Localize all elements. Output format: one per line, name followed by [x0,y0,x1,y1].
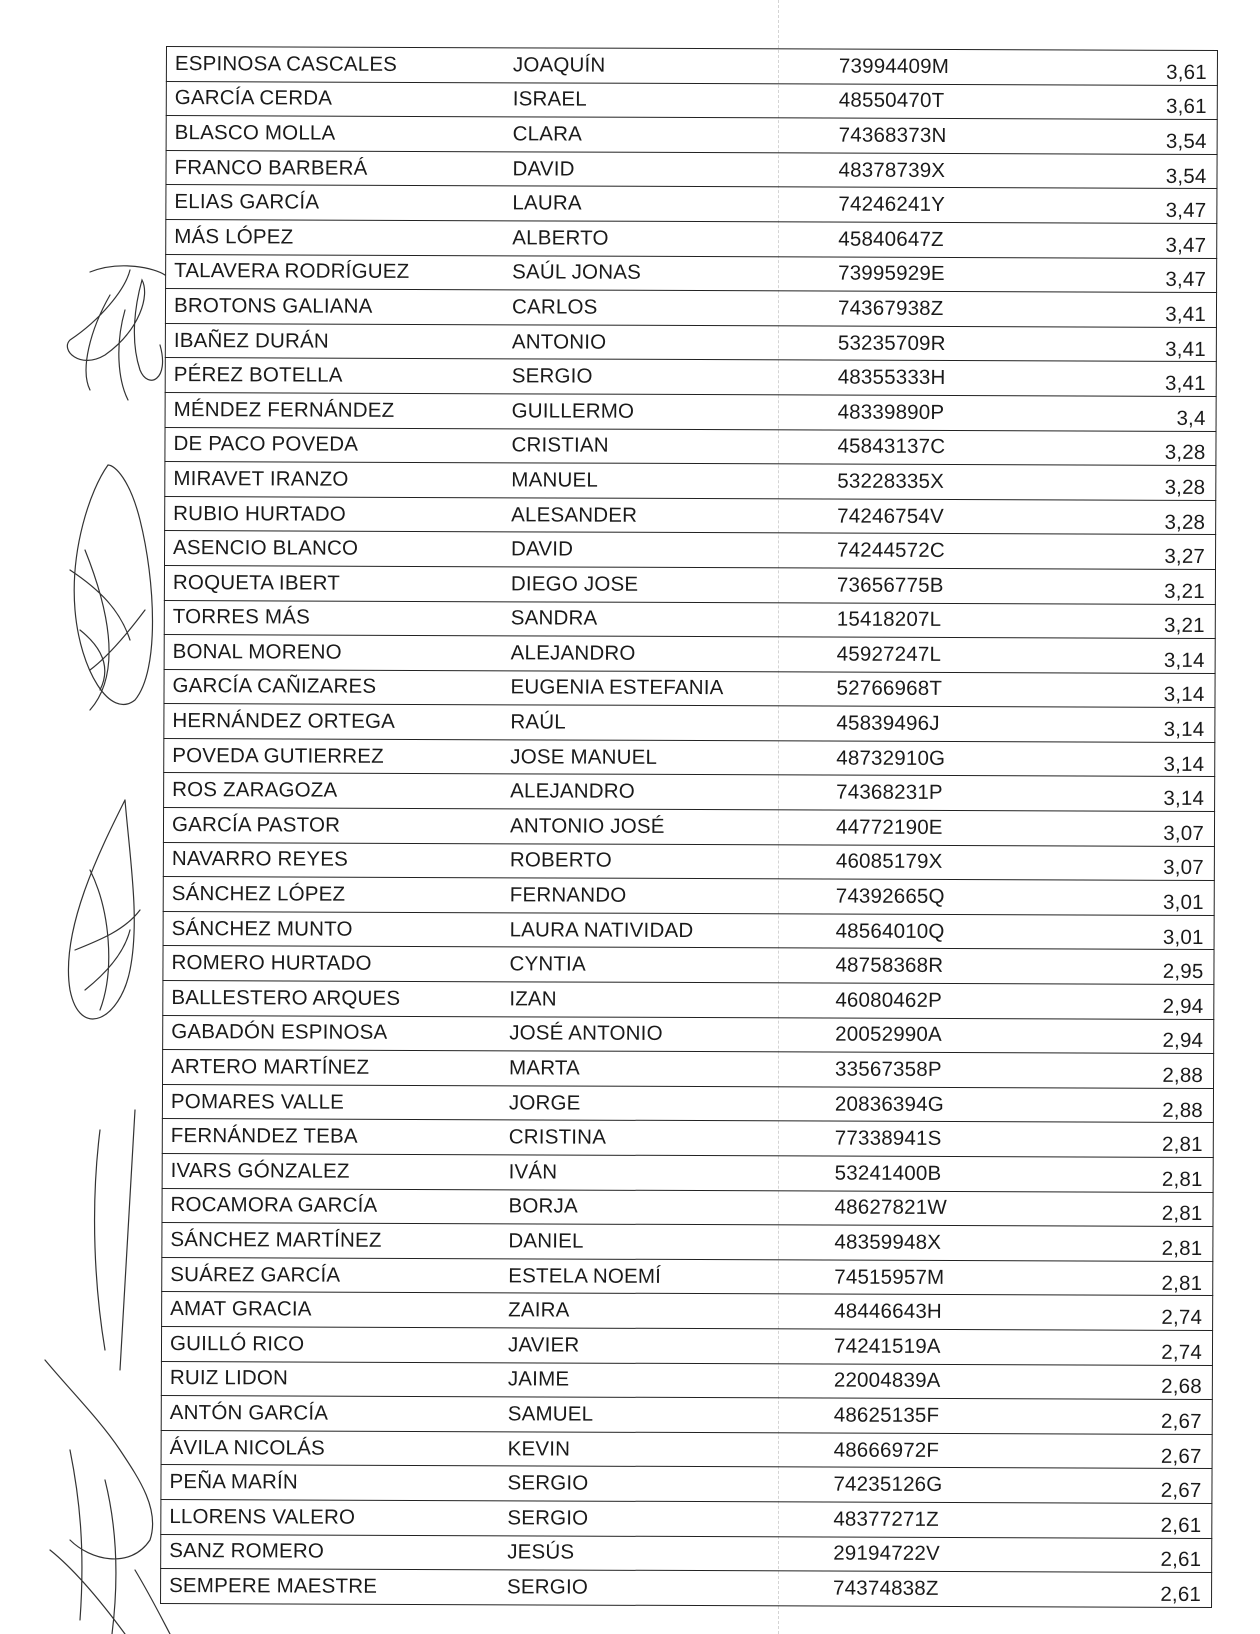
table-row [163,773,1215,812]
score-cell: 3,54 [1165,164,1207,188]
id-cell: 74368373N [838,123,947,147]
score-cell: 2,61 [1160,1548,1202,1572]
name-cell: ROBERTO [509,848,612,873]
score-cell: 3,01 [1162,925,1204,949]
score-cell: 2,88 [1162,1063,1204,1088]
table-row [161,1396,1213,1435]
name-cell: DANIEL [508,1229,584,1253]
name-cell: SAÚL JONAS [512,260,642,285]
table-row [164,428,1216,467]
score-cell: 2,74 [1161,1340,1203,1364]
id-cell: 53228335X [837,469,945,493]
name-cell: SANDRA [510,606,598,630]
surname-cell: MIRAVET IRANZO [173,466,349,491]
table-row [163,704,1215,743]
signature-stroke [45,1110,170,1634]
score-cell: 2,61 [1160,1582,1202,1606]
name-cell: FERNANDO [509,883,627,907]
score-cell: 2,67 [1160,1478,1202,1503]
table-row [164,462,1216,501]
score-cell: 3,28 [1164,475,1206,499]
score-cell: 3,21 [1164,579,1205,603]
score-cell: 3,41 [1165,302,1207,326]
surname-cell: ÁVILA NICOLÁS [169,1435,325,1460]
id-cell: 48732910G [836,746,946,770]
id-cell: 45839496J [836,711,940,736]
score-cell: 2,81 [1161,1271,1203,1295]
table-row [164,635,1216,674]
name-cell: BORJA [508,1194,578,1218]
id-cell: 48564010Q [835,919,945,943]
name-cell: ESTELA NOEMÍ [508,1263,662,1288]
id-cell: 45840647Z [838,227,944,251]
name-cell: ISRAEL [512,87,587,112]
name-cell: ALEJANDRO [510,641,636,665]
table-row [165,255,1217,294]
score-cell: 3,41 [1164,371,1206,396]
name-cell: GUILLERMO [511,399,635,423]
table-row [161,1292,1213,1331]
id-cell: 48355333H [837,365,946,390]
surname-cell: SÁNCHEZ LÓPEZ [171,882,346,906]
name-cell: LAURA NATIVIDAD [509,917,694,942]
id-cell: 48446643H [834,1299,943,1324]
score-cell: 3,07 [1163,856,1204,880]
score-cell: 3,01 [1162,890,1204,915]
score-cell: 3,61 [1166,95,1207,119]
table-row [165,289,1217,328]
table-row [162,946,1214,985]
surname-cell: ELIAS GARCÍA [174,190,320,214]
score-cell: 3,14 [1163,683,1205,707]
id-cell: 74374838Z [833,1576,939,1600]
table-row [164,531,1216,570]
id-cell: 46085179X [835,850,943,874]
table-row [164,600,1216,639]
surname-cell: PÉREZ BOTELLA [173,363,343,387]
surname-cell: IBAÑEZ DURÁN [173,328,329,353]
id-cell: 74235126G [833,1472,943,1497]
table-row [165,220,1217,259]
name-cell: JOSE MANUEL [510,744,658,769]
surname-cell: RUBIO HURTADO [173,501,346,526]
score-cell: 3,14 [1163,648,1205,672]
score-cell: 3,14 [1163,787,1205,811]
score-cell: 3,14 [1163,752,1205,776]
score-cell: 3,54 [1165,129,1207,153]
surname-cell: GARCÍA CERDA [174,86,333,111]
id-cell: 33567358P [835,1057,942,1082]
id-cell: 45843137C [837,434,946,459]
table-row [166,82,1218,121]
surname-cell: TORRES MÁS [172,605,311,629]
surname-cell: ROS ZARAGOZA [172,778,338,802]
name-cell: KEVIN [507,1436,571,1461]
name-cell: DIEGO JOSE [510,572,639,596]
surname-cell: BALLESTERO ARQUES [171,985,401,1010]
score-cell: 2,88 [1162,1098,1203,1122]
surname-cell: BLASCO MOLLA [174,121,336,145]
name-cell: CARLOS [511,295,598,319]
surname-cell: ARTERO MARTÍNEZ [171,1055,370,1079]
name-cell: JORGE [508,1090,581,1115]
name-cell: JAIME [507,1367,570,1391]
name-cell: ALBERTO [512,226,609,250]
id-cell: 77338941S [834,1126,942,1151]
score-cell: 3,41 [1165,337,1206,361]
id-cell: 48627821W [834,1195,947,1220]
id-cell: 45927247L [836,642,942,666]
score-cell: 3,07 [1163,821,1205,845]
name-cell: ZAIRA [508,1298,570,1322]
table-row [163,739,1215,778]
id-cell: 20052990A [835,1022,942,1047]
score-cell: 3,4 [1176,406,1206,430]
name-cell: ALEJANDRO [510,779,636,804]
table-row [166,116,1218,155]
name-cell: DAVID [512,156,575,181]
table-row [166,47,1218,86]
surname-cell: BROTONS GALIANA [173,293,373,318]
table-row [163,843,1215,882]
name-cell: MARTA [509,1056,580,1080]
surname-cell: RUIZ LIDON [169,1366,289,1390]
surname-cell: SUÁREZ GARCÍA [170,1262,341,1287]
table-row [165,151,1217,190]
id-cell: 29194722V [833,1541,940,1566]
id-cell: 44772190E [835,815,943,839]
name-cell: MANUEL [511,468,599,492]
table-row [162,981,1214,1020]
table-row [163,670,1215,709]
surname-cell: PEÑA MARÍN [169,1470,298,1494]
id-cell: 48359948X [834,1230,942,1254]
table-row [162,1119,1214,1158]
id-cell: 53241400B [834,1161,942,1185]
surname-cell: ROMERO HURTADO [171,951,372,976]
table-row [165,358,1217,397]
name-cell: CYNTIA [509,952,586,976]
signature-stroke [67,266,165,400]
table-row [161,1362,1213,1401]
surname-cell: BONAL MORENO [172,639,342,664]
name-cell: JOAQUÍN [512,53,606,77]
table-row [165,185,1217,224]
id-cell: 48758368R [835,953,944,978]
surname-cell: LLORENS VALERO [169,1504,356,1529]
id-cell: 53235709R [837,331,946,355]
name-cell: SERGIO [507,1471,589,1495]
table-row [162,1085,1214,1124]
id-cell: 48377271Z [833,1507,939,1531]
surname-cell: ESPINOSA CASCALES [174,51,398,76]
surname-cell: NAVARRO REYES [171,847,349,872]
score-cell: 2,68 [1161,1375,1202,1399]
surname-cell: MÁS LÓPEZ [174,224,294,249]
handwritten-signatures [30,250,180,1634]
id-cell: 74246241Y [838,192,946,217]
table-row [161,1223,1213,1262]
surname-cell: ANTÓN GARCÍA [169,1400,329,1425]
id-cell: 74515957M [834,1265,945,1289]
id-cell: 74392665Q [835,884,945,909]
surname-cell: ROQUETA IBERT [172,570,340,595]
surname-cell: SÁNCHEZ MUNTO [171,916,353,941]
name-cell: SERGIO [511,364,593,388]
surname-cell: DE PACO POVEDA [173,432,359,457]
signature-stroke [70,465,153,710]
surname-cell: HERNÁNDEZ ORTEGA [172,709,396,733]
name-cell: RAÚL [510,710,566,734]
id-cell: 73994409M [838,54,950,78]
score-cell: 2,81 [1161,1167,1203,1191]
id-cell: 74368231P [836,780,943,805]
table-row [163,912,1215,951]
scores-table [160,46,1218,1608]
surname-cell: TALAVERA RODRÍGUEZ [174,259,410,284]
score-cell: 3,28 [1164,510,1206,534]
surname-cell: FRANCO BARBERÁ [174,155,368,180]
table-row [161,1431,1213,1470]
id-cell: 22004839A [833,1368,941,1393]
id-cell: 74244572C [837,538,945,563]
score-cell: 2,81 [1162,1133,1203,1157]
name-cell: ANTONIO JOSÉ [509,814,665,838]
id-cell: 74241519A [833,1334,941,1358]
score-cell: 2,81 [1161,1236,1203,1260]
score-cell: 2,94 [1162,994,1204,1018]
surname-cell: FERNÁNDEZ TEBA [170,1124,358,1148]
surname-cell: IVARS GÓNZALEZ [170,1158,350,1183]
surname-cell: SEMPERE MAESTRE [169,1573,378,1598]
score-cell: 3,28 [1164,441,1206,465]
surname-cell: AMAT GRACIA [170,1297,312,1321]
name-cell: IZAN [509,987,557,1011]
id-cell: 73656775B [836,573,944,597]
table-row [162,1154,1214,1193]
id-cell: 73995929E [838,261,945,286]
id-cell: 46080462P [835,988,943,1012]
name-cell: JOSÉ ANTONIO [509,1021,663,1046]
table-row [160,1465,1212,1504]
surname-cell: MÉNDEZ FERNÁNDEZ [173,397,395,422]
surname-cell: SANZ ROMERO [169,1539,325,1563]
name-cell: DAVID [511,537,574,561]
score-cell: 2,94 [1162,1029,1204,1053]
surname-cell: POMARES VALLE [170,1089,345,1114]
name-cell: CRISTIAN [511,433,609,458]
score-cell: 3,61 [1166,60,1207,84]
name-cell: SERGIO [507,1575,589,1599]
table-row [164,497,1216,536]
surname-cell: POVEDA GUTIERREZ [172,743,384,768]
surname-cell: ROCAMORA GARCÍA [170,1193,378,1218]
table-row [165,393,1217,432]
score-cell: 2,61 [1160,1513,1202,1537]
score-cell: 3,47 [1165,199,1207,223]
surname-cell: GARCÍA PASTOR [171,812,341,837]
name-cell: LAURA [512,191,582,215]
score-cell: 2,81 [1161,1202,1203,1226]
name-cell: ALESANDER [511,502,638,527]
id-cell: 74367938Z [837,296,944,320]
id-cell: 20836394G [834,1092,944,1116]
signature-stroke [68,800,140,1019]
surname-cell: GARCÍA CAÑIZARES [172,674,377,699]
score-cell: 3,47 [1165,268,1207,292]
id-cell: 48378739X [838,158,946,182]
name-cell: SAMUEL [507,1402,594,1426]
table-row [160,1535,1212,1574]
table-row [164,566,1216,605]
table-row [160,1569,1212,1608]
score-cell: 2,95 [1162,960,1204,984]
table-row [160,1500,1212,1539]
table-row [163,877,1215,916]
score-cell: 2,67 [1160,1409,1202,1433]
id-cell: 48550470T [838,88,945,113]
name-cell: CRISTINA [508,1125,607,1149]
surname-cell: GABADÓN ESPINOSA [171,1020,388,1045]
id-cell: 48339890P [837,400,945,424]
name-cell: SERGIO [507,1506,589,1530]
table-row [162,1050,1214,1089]
name-cell: IVÁN [508,1160,558,1184]
name-cell: JESÚS [507,1540,575,1564]
score-cell: 3,21 [1164,614,1205,638]
table-row [161,1189,1213,1228]
score-cell: 2,74 [1161,1306,1203,1330]
name-cell: EUGENIA ESTEFANIA [510,675,724,700]
score-cell: 3,14 [1163,717,1205,742]
id-cell: 48625135F [833,1403,940,1427]
surname-cell: GUILLÓ RICO [169,1331,305,1356]
name-cell: CLARA [512,122,583,146]
surname-cell: ASENCIO BLANCO [173,536,359,560]
id-cell: 48666972F [833,1438,940,1462]
name-cell: JAVIER [507,1333,580,1357]
score-cell: 3,47 [1165,233,1207,257]
id-cell: 74246754V [837,504,944,528]
id-cell: 15418207L [836,607,942,632]
table-row [161,1258,1213,1297]
table-row [161,1327,1213,1366]
surname-cell: SÁNCHEZ MARTÍNEZ [170,1228,382,1252]
table-row [163,808,1215,847]
name-cell: ANTONIO [511,329,607,354]
table-row [165,324,1217,363]
table-row [162,1016,1214,1055]
score-cell: 2,67 [1160,1444,1202,1468]
score-cell: 3,27 [1164,544,1206,569]
id-cell: 52766968T [836,677,943,701]
